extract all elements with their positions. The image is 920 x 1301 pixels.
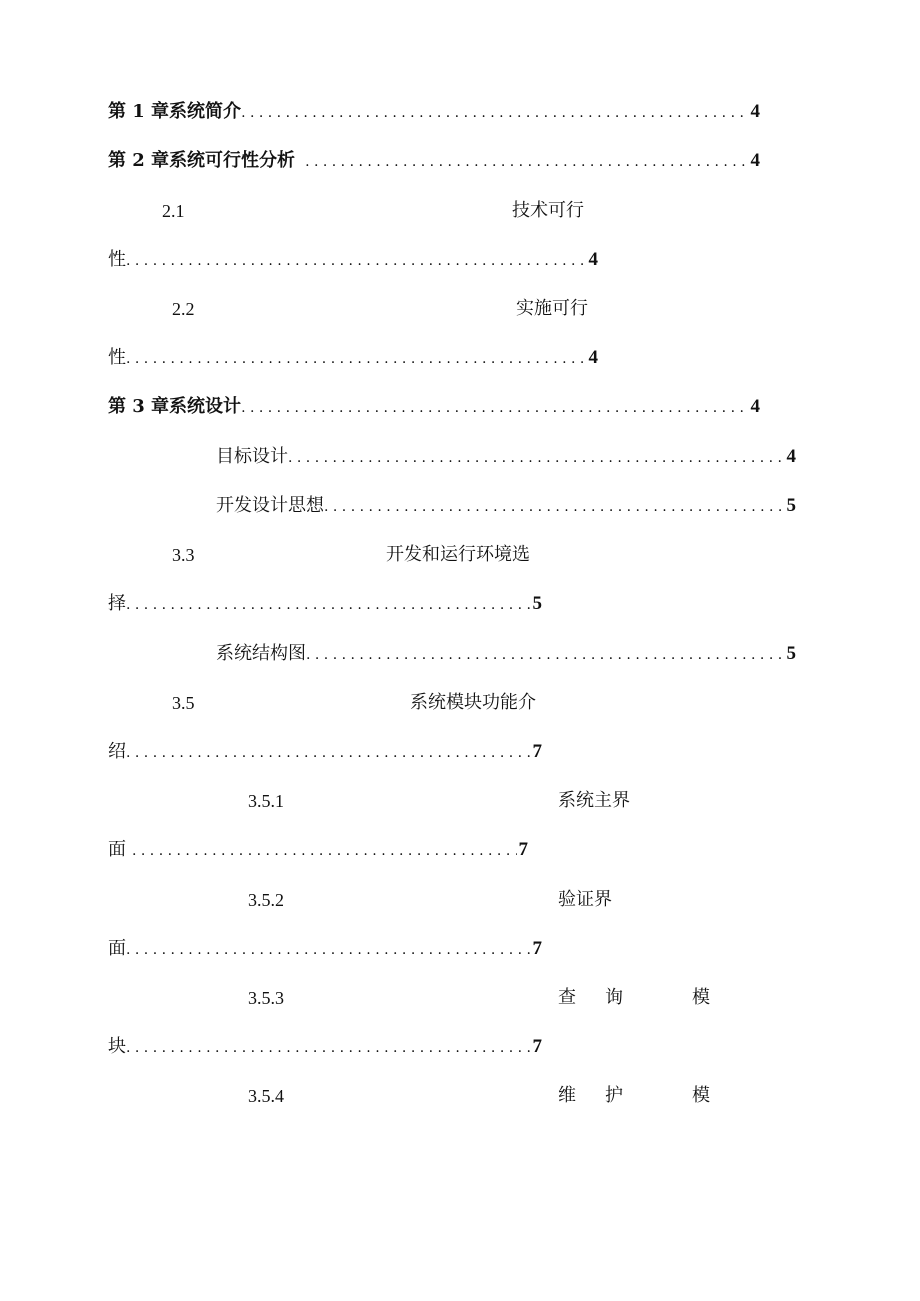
toc-title-continuation: 绍 <box>108 741 126 762</box>
toc-title: 系统主界 <box>558 790 630 811</box>
toc-page-number: 7 <box>532 1036 542 1057</box>
toc-title-continuation: 面 <box>108 839 126 860</box>
toc-page-number: 4 <box>750 150 760 171</box>
toc-leader <box>126 738 531 767</box>
toc-title: 系统可行性分析 <box>169 150 296 171</box>
toc-title-char: 模 <box>692 987 710 1008</box>
toc-entry-3-3-cont <box>108 590 542 618</box>
toc-entry-3-3 <box>172 541 572 569</box>
toc-title-char: 维 <box>558 1085 576 1106</box>
toc-title: 系统模块功能介 <box>410 692 536 713</box>
toc-entry-3-1 <box>216 443 796 471</box>
toc-entry-ch3 <box>108 393 760 421</box>
toc-page-number: 5 <box>786 495 796 516</box>
toc-leader <box>126 1033 531 1062</box>
toc-leader <box>126 935 531 964</box>
toc-leader <box>126 246 587 275</box>
toc-section-number: 2.1 <box>162 201 185 221</box>
toc-title: 第 1 章系统简介 <box>108 101 242 122</box>
toc-chapter-prefix: 第 2 章 <box>108 150 170 171</box>
toc-title: 技术可行 <box>512 200 584 221</box>
toc-leader <box>132 836 517 865</box>
toc-title-char: 护 <box>605 1085 623 1106</box>
toc-page-number: 7 <box>532 938 542 959</box>
toc-title: 开发设计思想 <box>216 495 324 516</box>
toc-entry-ch1 <box>108 98 760 126</box>
toc-page-number: 4 <box>786 446 796 467</box>
toc-title-continuation: 块 <box>108 1036 126 1057</box>
toc-title-char: 查 <box>558 987 576 1008</box>
toc-page-number: 4 <box>750 396 760 417</box>
toc-title-continuation: 面 <box>108 938 126 959</box>
toc-title-char: 模 <box>692 1085 710 1106</box>
toc-entry-3-2 <box>216 492 796 520</box>
toc-page-number: 5 <box>786 643 796 664</box>
toc-title: 验证界 <box>558 889 612 910</box>
toc-leader <box>324 492 785 521</box>
toc-leader <box>305 147 748 176</box>
toc-title-continuation: 性 <box>108 249 126 270</box>
toc-section-number: 3.5.4 <box>248 1086 284 1106</box>
toc-leader <box>241 393 748 422</box>
toc-page-number: 4 <box>588 347 598 368</box>
toc-entry-ch2 <box>108 147 760 175</box>
toc-leader <box>306 640 785 669</box>
toc-entry-3-4 <box>216 640 796 668</box>
toc-entry-3-5-cont <box>108 738 542 766</box>
toc-entry-3-5-1-cont <box>108 836 528 864</box>
toc-entry-3-5-3-cont <box>108 1033 542 1061</box>
toc-page-number: 5 <box>532 593 542 614</box>
toc-title-continuation: 择 <box>108 593 126 614</box>
toc-page-number: 7 <box>518 839 528 860</box>
toc-leader <box>126 344 587 373</box>
toc-entry-3-5-1 <box>248 787 668 815</box>
toc-title: 实施可行 <box>516 298 588 319</box>
toc-entry-3-5-2-cont <box>108 935 542 963</box>
toc-entry-3-5-3 <box>248 984 728 1012</box>
toc-title: 开发和运行环境选 <box>386 544 530 565</box>
toc-section-number: 3.5.2 <box>248 890 284 910</box>
toc-entry-3-5-2 <box>248 886 668 914</box>
toc-title-continuation: 性 <box>108 347 126 368</box>
toc-section-number: 3.5.3 <box>248 988 284 1008</box>
toc-section-number: 3.5.1 <box>248 791 284 811</box>
toc-title: 目标设计 <box>216 446 288 467</box>
toc-page-number: 7 <box>532 741 542 762</box>
toc-leader <box>288 443 785 472</box>
toc-leader <box>126 590 531 619</box>
toc-title: 系统结构图 <box>216 643 306 664</box>
toc-entry-2-1 <box>162 197 602 225</box>
toc-section-number: 3.5 <box>172 693 195 713</box>
toc-title: 第 3 章系统设计 <box>108 396 242 417</box>
toc-leader <box>241 98 748 127</box>
toc-entry-2-2 <box>172 295 612 323</box>
toc-entry-2-2-cont <box>108 344 598 372</box>
toc-entry-2-1-cont <box>108 246 598 274</box>
toc-title-char: 询 <box>605 987 623 1008</box>
toc-page-number: 4 <box>588 249 598 270</box>
toc-page-number: 4 <box>750 101 760 122</box>
toc-entry-3-5-4 <box>248 1082 728 1110</box>
toc-section-number: 3.3 <box>172 545 195 565</box>
toc-section-number: 2.2 <box>172 299 195 319</box>
toc-entry-3-5 <box>172 689 592 717</box>
